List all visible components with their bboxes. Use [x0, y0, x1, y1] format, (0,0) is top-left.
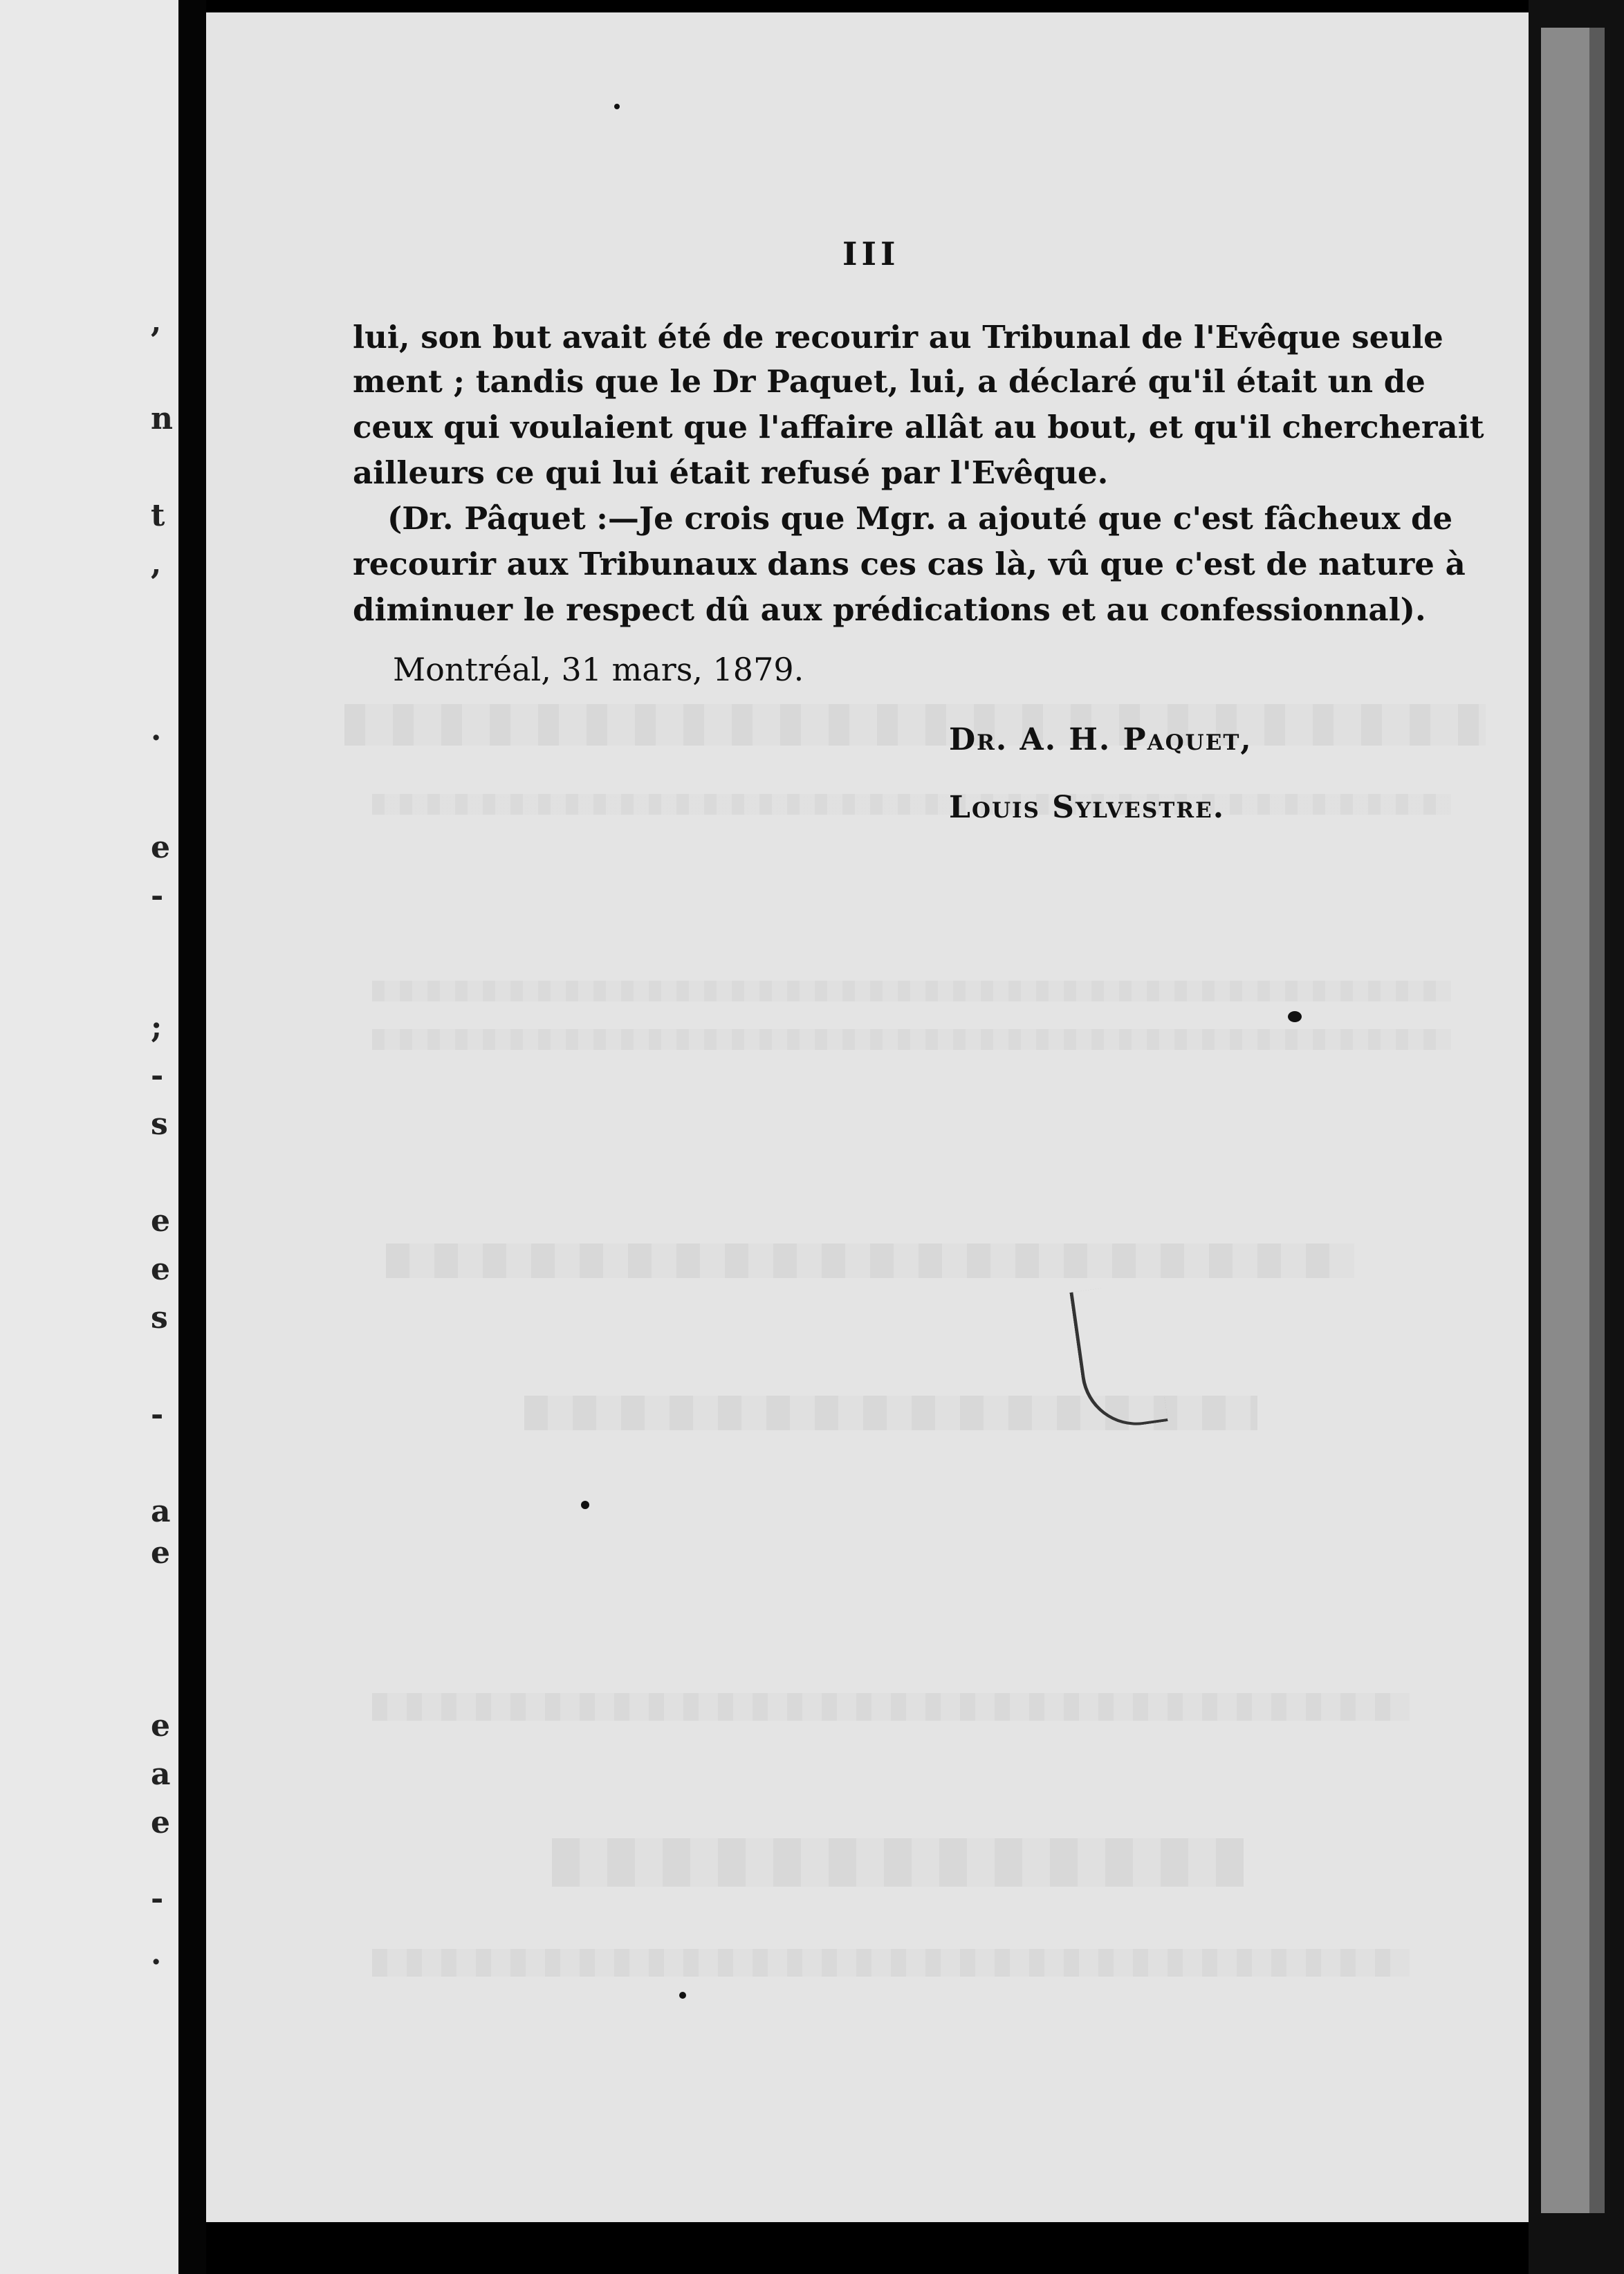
page-number: III [842, 235, 900, 272]
margin-char: a [151, 1757, 171, 1792]
margin-char: - [151, 878, 164, 914]
margin-char: e [151, 1708, 170, 1744]
margin-char: t [151, 498, 165, 533]
note-line: recourir aux Tribunaux dans ces cas là, vû que c'est de nature à [353, 546, 1466, 582]
margin-char: . [151, 712, 162, 748]
bleed-through-texture [344, 704, 1486, 2087]
paragraph-line: ment ; tandis que le Dr Paquet, lui, a déclaré qu'il était un de [353, 363, 1425, 400]
paragraph-line: ceux qui voulaient que l'affaire allât au bout, et qu'il chercherait [353, 409, 1484, 445]
paragraph-line: ailleurs ce qui lui était refusé par l'Evêque. [353, 454, 1109, 491]
margin-char: s [151, 1107, 168, 1142]
note-line: (Dr. Pâquet :—Je crois que Mgr. a ajouté que c'est fâcheux de [387, 500, 1453, 537]
signature-paquet: Dr. A. H. Paquet, [949, 722, 1253, 757]
ink-speck [1288, 1011, 1302, 1022]
ink-speck [614, 104, 620, 109]
adjacent-page-edge [0, 0, 178, 2274]
ink-speck [679, 1992, 686, 1999]
margin-char: - [151, 1397, 164, 1432]
margin-char: ; [151, 1010, 163, 1045]
margin-char: n [151, 401, 173, 436]
margin-char: e [151, 1252, 170, 1287]
ink-speck [581, 1501, 589, 1509]
margin-char: , [151, 304, 162, 340]
margin-char: e [151, 1805, 170, 1840]
margin-char: - [151, 1058, 164, 1093]
binding-gutter [178, 0, 206, 2274]
date-line: Montréal, 31 mars, 1879. [393, 651, 804, 688]
paragraph-line: lui, son but avait été de recourir au Tribunal de l'Evêque seule [353, 319, 1443, 355]
margin-char: a [151, 1494, 171, 1529]
margin-char: s [151, 1300, 168, 1335]
note-line: diminuer le respect dû aux prédications et au confessionnal). [353, 591, 1426, 628]
margin-char: e [151, 1203, 170, 1239]
margin-char: - [151, 1881, 164, 1916]
signature-sylvestre: Louis Sylvestre. [949, 790, 1226, 825]
page-stack-edge [1529, 0, 1624, 2274]
margin-char: , [151, 546, 162, 582]
margin-char: e [151, 830, 170, 865]
margin-char: e [151, 1535, 170, 1571]
margin-char: . [151, 1936, 162, 1972]
